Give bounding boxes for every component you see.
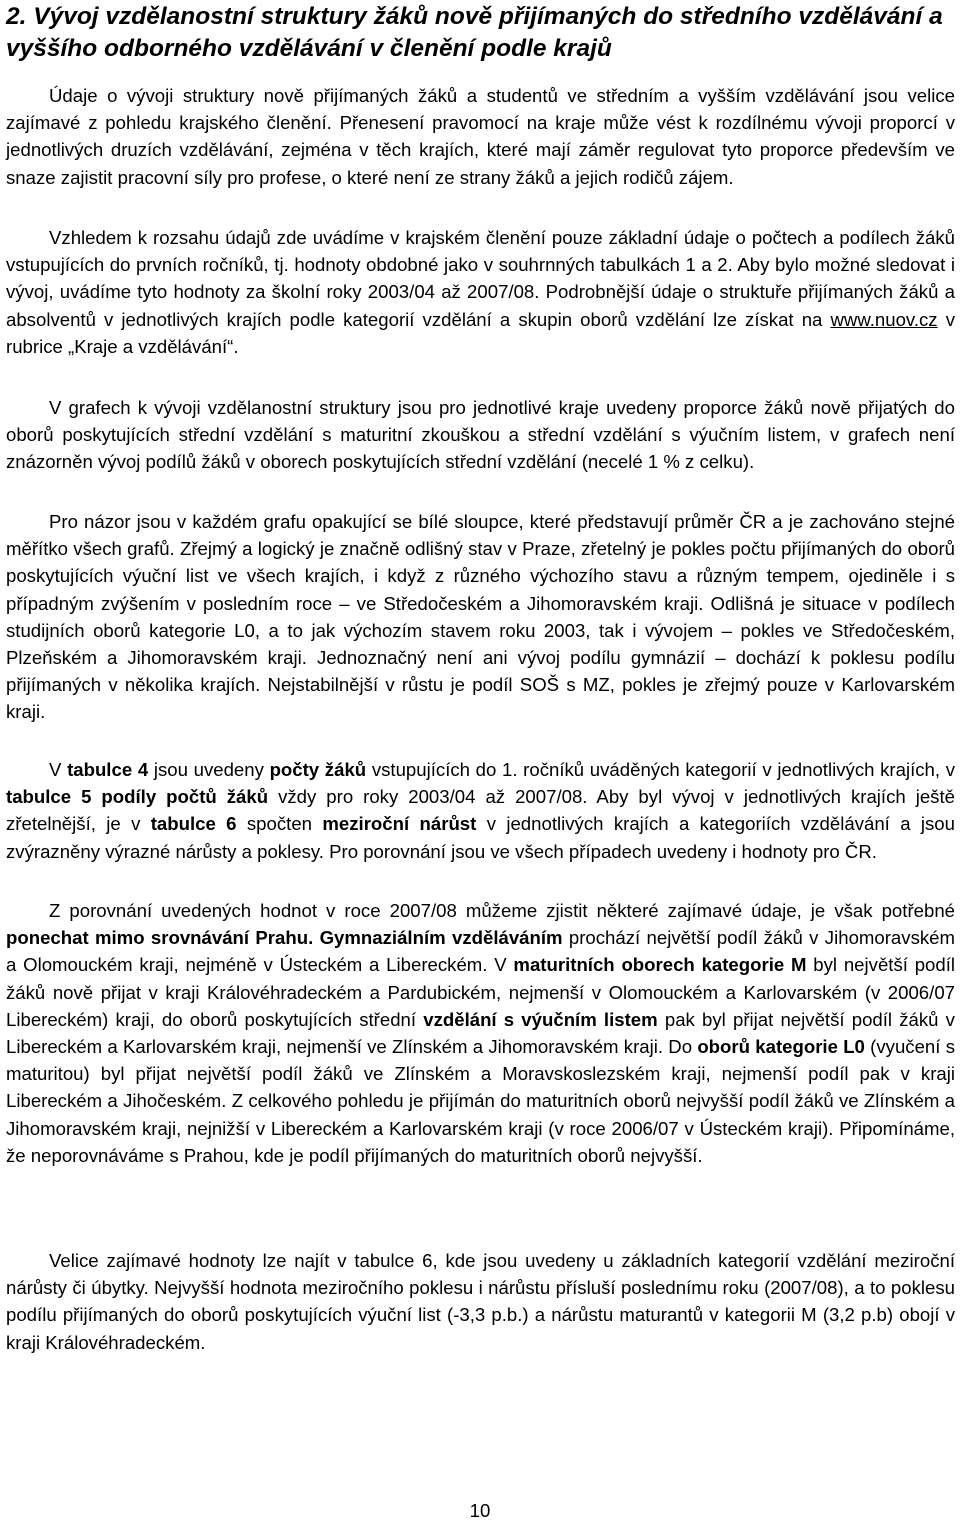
text-run: vždy pro roky 2003/04 až 2007/08. Aby byl vývoj v jednotlivých krajích ještě zřetelnější, je v — [6, 786, 955, 835]
emphasis-vocational: vzdělání s výučním listem — [423, 1008, 658, 1030]
page-number: 10 — [469, 1500, 491, 1521]
text-run: Z porovnání uvedených hodnot v roce 2007/08 můžeme zjistit některé zajímavé údaje, je však potřebné — [49, 900, 955, 921]
text-run: (vyučení s maturitou) byl přijat největší podíl žáků ve Zlínském a Moravskoslezském kraji, nejmenší podíl pak v kraji Libereckém a Jihočeském. Z celkového pohledu je přijímán do maturitních oborů nejvyšší podíl žáků ve Zlínském a Jihomoravském kraji, nejnižší v Libereckém a Karlovarském kraji (v roce 2006/07 v Ústeckém kraji). Připomínáme, že neporovnáváme s Prahou, kde je podíl přijímaných do maturitních oborů nejvyšší. — [6, 1036, 956, 1166]
text-run: vstupujících do 1. ročníků uváděných kategorií v jednotlivých krajích, v — [366, 759, 956, 780]
text-run: pak byl přijat největší podíl žáků v Libereckém a Karlovarském kraji, nejmenší ve Zlínském a Jihomoravském kraji. Do — [6, 1008, 955, 1058]
text-run: byl největší podíl žáků nově přijat v kraji Královéhradeckém a Pardubickém, nejmenší v Olomouckém a Karlovarském (v 2006/07 Libereckém) kraji, do oborů poskytujících střední — [6, 954, 956, 1030]
emphasis-category-m: maturitních oborech kategorie M — [513, 954, 807, 976]
emphasis-gymnasium: Gymnaziálním vzděláváním — [319, 927, 563, 949]
text-run: spočten — [236, 813, 323, 835]
paragraph-scope — [6, 224, 955, 360]
paragraph-tables — [6, 756, 955, 865]
emphasis-counts: počty žáků — [269, 759, 367, 780]
paragraph-scope-text-end: v rubrice „Kraje a vzdělávání“. — [6, 308, 956, 357]
emphasis-category-l0: oborů kategorie L0 — [697, 1036, 865, 1058]
paragraph-yearly-change: Velice zajímavé hodnoty lze najít v tabulce 6, kde jsou uvedeny u základních kategorií vzdělání meziroční nárůsty či úbytky. Nejvyšší hodnota meziročního poklesu i nárůstu přísluší poslednímu roku (2007/08), a to poklesu podílu přijímaných do oborů poskytujících výuční list (-3,3 p.b.) a nárůstu maturantů v kategorii M (3,2 p.b) obojí v kraji Královéhradeckém. — [6, 1250, 955, 1353]
emphasis-table-5: tabulce 5 podíly počtů žáků — [6, 786, 269, 808]
emphasis-prague: ponechat mimo srovnávání Prahu. — [6, 927, 314, 949]
section-heading: 2. Vývoj vzdělanostní struktury žáků nově přijímaných do středního vzdělávání a vyššího odborného vzdělávání v členění podle krajů — [6, 3, 943, 62]
text-run: prochází největší podíl žáků v Jihomoravském a Olomouckém kraji, nejméně v Ústeckém a Libereckém. V — [6, 927, 955, 976]
paragraph-intro: Údaje o vývoji struktury nově přijímaných žáků a studentů ve středním a vyšším vzdělávání jsou velice zajímavé z pohledu krajského členění. Přenesení pravomocí na kraje může vést k rozdílnému vývoji proporcí v jednotlivých druzích vzdělávání, zejména v těch krajích, které mají záměr regulovat tyto proporce především ve snaze zajistit pracovní síly pro profese, o které není ze strany žáků a jejich rodičů zájem. — [6, 85, 955, 188]
text-run: jsou uvedeny — [148, 759, 270, 780]
paragraph-comparison: Pro názor jsou v každém grafu opakující se bílé sloupce, které představují průměr ČR a je zachováno stejné měřítko všech grafů. Zřejmý a logický je značně odlišný stav v Praze, zřetelný je pokles počtu přijímaných do oborů poskytujících výuční list ve všech krajích, i když z různého výchozího stavu a různým tempem, ojediněle i s případným zvýšením v posledním roce – ve Středočeském a Jihomoravském kraji. Odlišná je situace v podílech studijních oborů kategorie L0, a to jak výchozím stavem roku 2003, tak i vývojem – pokles ve Středočeském, Plzeňském a Jihomoravském kraji. Jednoznačný není ani vývoj podílu gymnázií – dochází k poklesu podílu přijímaných v několika krajích. Nejstabilnější v růstu je podíl SOŠ s MZ, pokles je zřejmý pouze v Karlovarském kraji. — [6, 511, 955, 723]
paragraph-scope-text: Vzhledem k rozsahu údajů zde uvádíme v krajském členění pouze základní údaje o počtech a podílech žáků vstupujících do prvních ročníků, tj. hodnoty obdobné jako v souhrnných tabulkách 1 a 2. Aby bylo možné sledovat i vývoj, uvádíme tyto hodnoty za školní roky 2003/04 až 2007/08. Podrobnější údaje o struktuře přijímaných žáků a absolventů v jednotlivých krajích podle kategorií vzdělání a skupin oborů vzdělání lze získat na — [6, 227, 955, 330]
emphasis-growth: meziroční nárůst — [322, 813, 477, 835]
emphasis-table-4: tabulce 4 — [67, 759, 149, 780]
text-run: v jednotlivých krajích a kategoriích vzdělávání a jsou zvýrazněny výrazné nárůsty a poklesy. Pro porovnání jsou ve všech případech uvedeny i hodnoty pro ČR. — [6, 813, 955, 862]
paragraph-2007-comparison — [6, 897, 955, 1169]
emphasis-table-6: tabulce 6 — [150, 813, 237, 835]
text-run: V — [49, 759, 68, 780]
nuov-link[interactable]: www.nuov.cz — [830, 308, 938, 330]
paragraph-graphs: V grafech k vývoji vzdělanostní struktury jsou pro jednotlivé kraje uvedeny proporce žáků nově přijatých do oborů poskytujících střední vzdělání s maturitní zkouškou a střední vzdělání s výučním listem, v grafech není znázorněn vývoj podílů žáků v oborech poskytujících střední vzdělání (necelé 1 % z celku). — [6, 397, 955, 473]
